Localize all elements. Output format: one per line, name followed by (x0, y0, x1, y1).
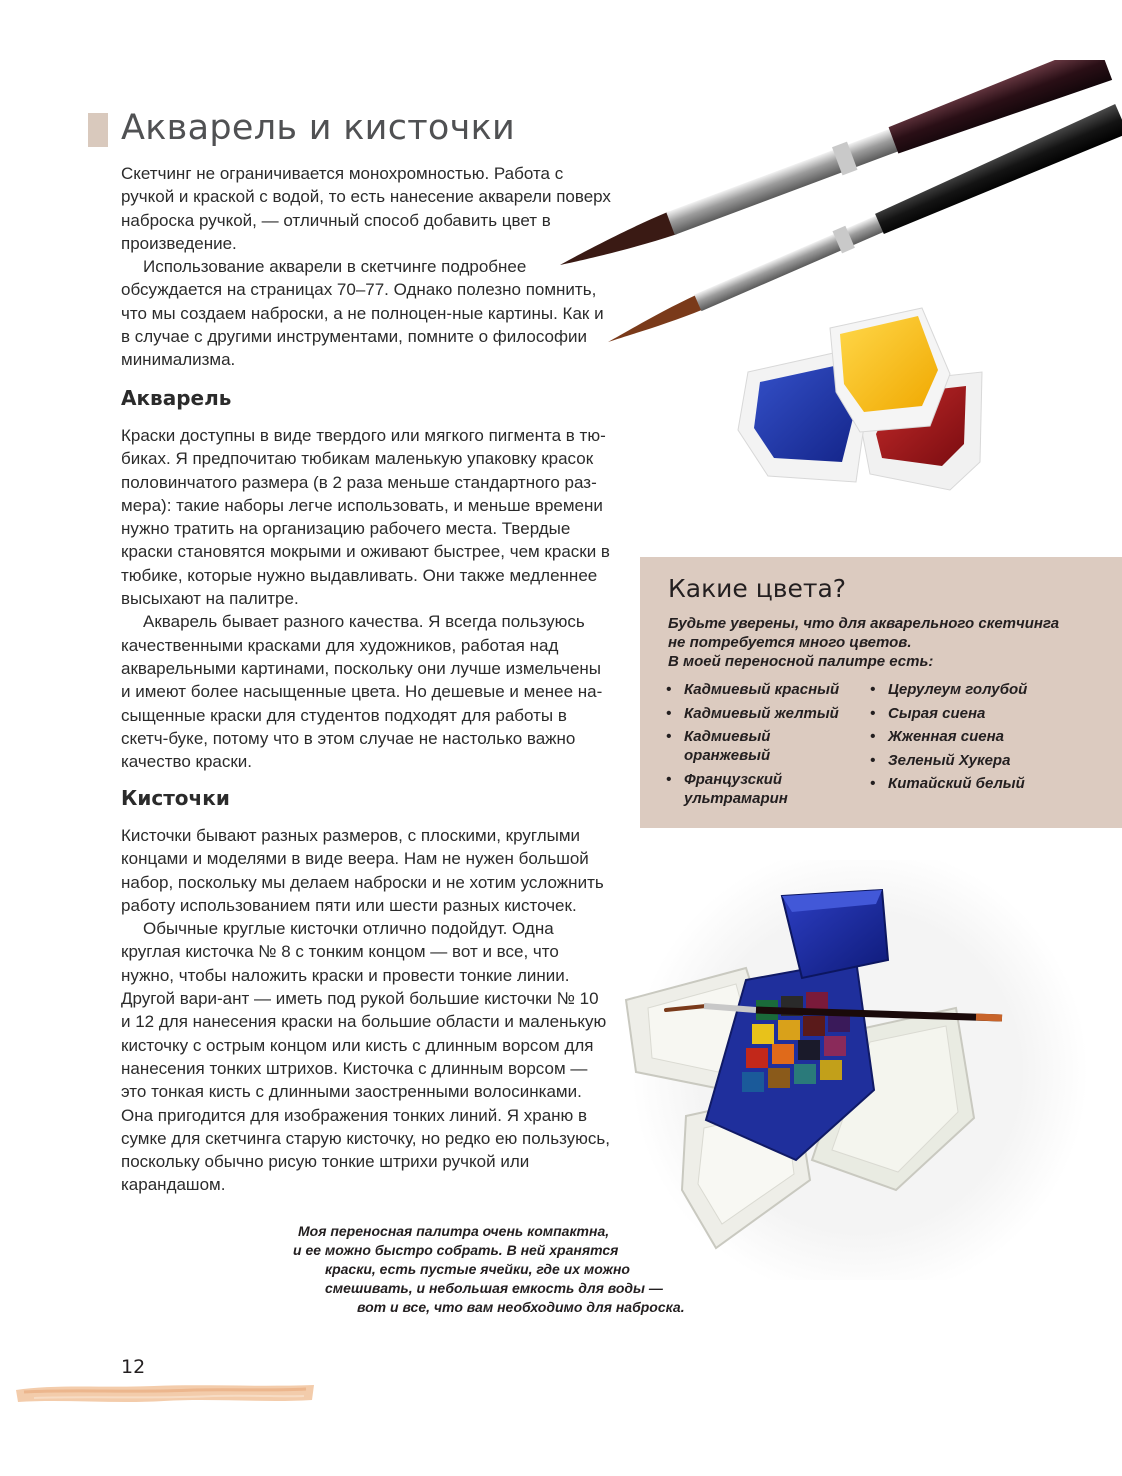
sidebar-intro-line: не потребуется много цветов. (668, 634, 912, 651)
watercolor-paragraph: Краски доступны в виде твердого или мягкого пигмента в тю-биках. Я предпочитаю тюбикам маленькую упаковку красок половинчатого размера (в 2 раза меньше стандартного раз-мера): такие наборы легче использовать, и меньше времени нужно тратить на организацию рабочего места. Твердые краски становятся мокрыми и оживают быстрее, чем краски в тюбике, которые нужно выдавливать. Они также медленнее высыхают на палитре. (121, 426, 610, 609)
photo-caption (280, 1222, 700, 1317)
bullet: • (870, 681, 876, 698)
sidebar-intro-line: Будьте уверены, что для акварельного скетчинга (668, 615, 1060, 632)
color-name: Кадмиевый желтый (684, 704, 839, 722)
caption-line: Моя переносная палитра очень компактна, (298, 1223, 610, 1239)
bullet: • (666, 704, 672, 722)
title-marker (88, 113, 108, 147)
section-heading-brushes: Кисточки (121, 786, 230, 810)
brushes-paragraph: Обычные круглые кисточки отлично подойдут. Одна круглая кисточка № 8 с тонким концом — вот и все, что нужно, чтобы наложить краски и провести тонкие линии. Другой вари-ант — иметь под рукой большие кисточки № 10 и 12 для нанесения краски на большие области и маленькую кисточку с острым концом или кисть с длинным ворсом для нанесения тонких штрихов. Кисточка с длинным ворсом — это тонкая кисть с длинными заостренными волосинками. Она пригодится для изображения тонких линий. Я храню в сумке для скетчинга старую кисточку, но редко ею пользуюсь, поскольку обычно рисую тонкие штрихи ручкой или карандашом. (121, 919, 610, 1195)
color-name: Церулеум голубой (888, 681, 1028, 698)
list-item (870, 751, 1070, 770)
brushes-text (121, 824, 611, 1197)
caption-line: и ее можно быстро собрать. В ней хранятся (293, 1242, 619, 1258)
bullet: • (870, 728, 876, 745)
list-item (666, 704, 841, 723)
sidebar-intro-line: В моей переносной палитре есть: (668, 653, 934, 670)
intro-paragraph: Использование акварели в скетчинге подробнее обсуждается на страницах 70–77. Однако полезно помнить, что мы создаем наброски, а не полноцен-ные картины. Как и в случае с другими инструментами, помните о философии минимализма. (121, 257, 604, 370)
bullet: • (666, 770, 672, 788)
watercolor-brushes-and-pans-photo (540, 60, 1122, 500)
intro-text (121, 162, 611, 372)
color-name: Кадмиевый оранжевый (684, 728, 771, 764)
brushes-paragraph: Кисточки бывают разных размеров, с плоскими, круглыми концами и моделями в виде веера. Нам не нужен большой набор, поскольку мы делаем наброски и не хотим усложнить работу использованием пяти или шести разных кисточек. (121, 826, 604, 915)
list-item (870, 774, 1070, 793)
page-title: Акварель и кисточки (121, 108, 516, 148)
page-number: 12 (121, 1356, 146, 1378)
list-item (666, 680, 841, 699)
list-item (870, 680, 1070, 699)
caption-line: краски, есть пустые ячейки, где их можно (325, 1261, 630, 1277)
list-item (870, 704, 1070, 723)
section-heading-watercolor: Акварель (121, 386, 232, 410)
color-list-right (870, 680, 1070, 798)
decorative-watercolor-stroke (14, 1380, 316, 1406)
bullet: • (870, 775, 876, 792)
sidebar-title: Какие цвета? (668, 574, 847, 603)
bullet: • (666, 681, 672, 698)
watercolor-text (121, 424, 611, 773)
sidebar-intro (668, 614, 1088, 671)
color-name: Французский ультрамарин (684, 770, 788, 807)
color-name: Кадмиевый красный (684, 681, 840, 698)
intro-paragraph: Скетчинг не ограничивается монохромностью. Работа с ручкой и краской с водой, то есть нанесение акварели поверх наброска ручкой, — отличный способ добавить цвет в произведение. (121, 164, 611, 253)
caption-line: смешивать, и небольшая емкость для воды — (325, 1280, 663, 1296)
color-list-left (666, 680, 841, 812)
color-name: Сырая сиена (888, 704, 986, 722)
list-item (666, 727, 794, 765)
list-item (666, 770, 804, 808)
bullet: • (870, 751, 876, 769)
color-name: Китайский белый (888, 775, 1025, 792)
list-item (870, 727, 1070, 746)
caption-line: вот и все, что вам необходимо для наброска. (357, 1299, 685, 1315)
bullet: • (870, 704, 876, 722)
color-name: Зеленый Хукера (888, 751, 1011, 769)
portable-watercolor-palette-photo (596, 860, 1122, 1280)
bullet: • (666, 728, 672, 745)
watercolor-paragraph: Акварель бывает разного качества. Я всегда пользуюсь качественными красками для художников, работая над акварельными картинами, поскольку они лучше измельчены и имеют более насыщенные цвета. Но дешевые и менее на-сыщенные краски для студентов подходят для работы в скетч-буке, потому что в этом случае не настолько важно качество краски. (121, 612, 603, 772)
color-name: Жженная сиена (888, 728, 1005, 745)
